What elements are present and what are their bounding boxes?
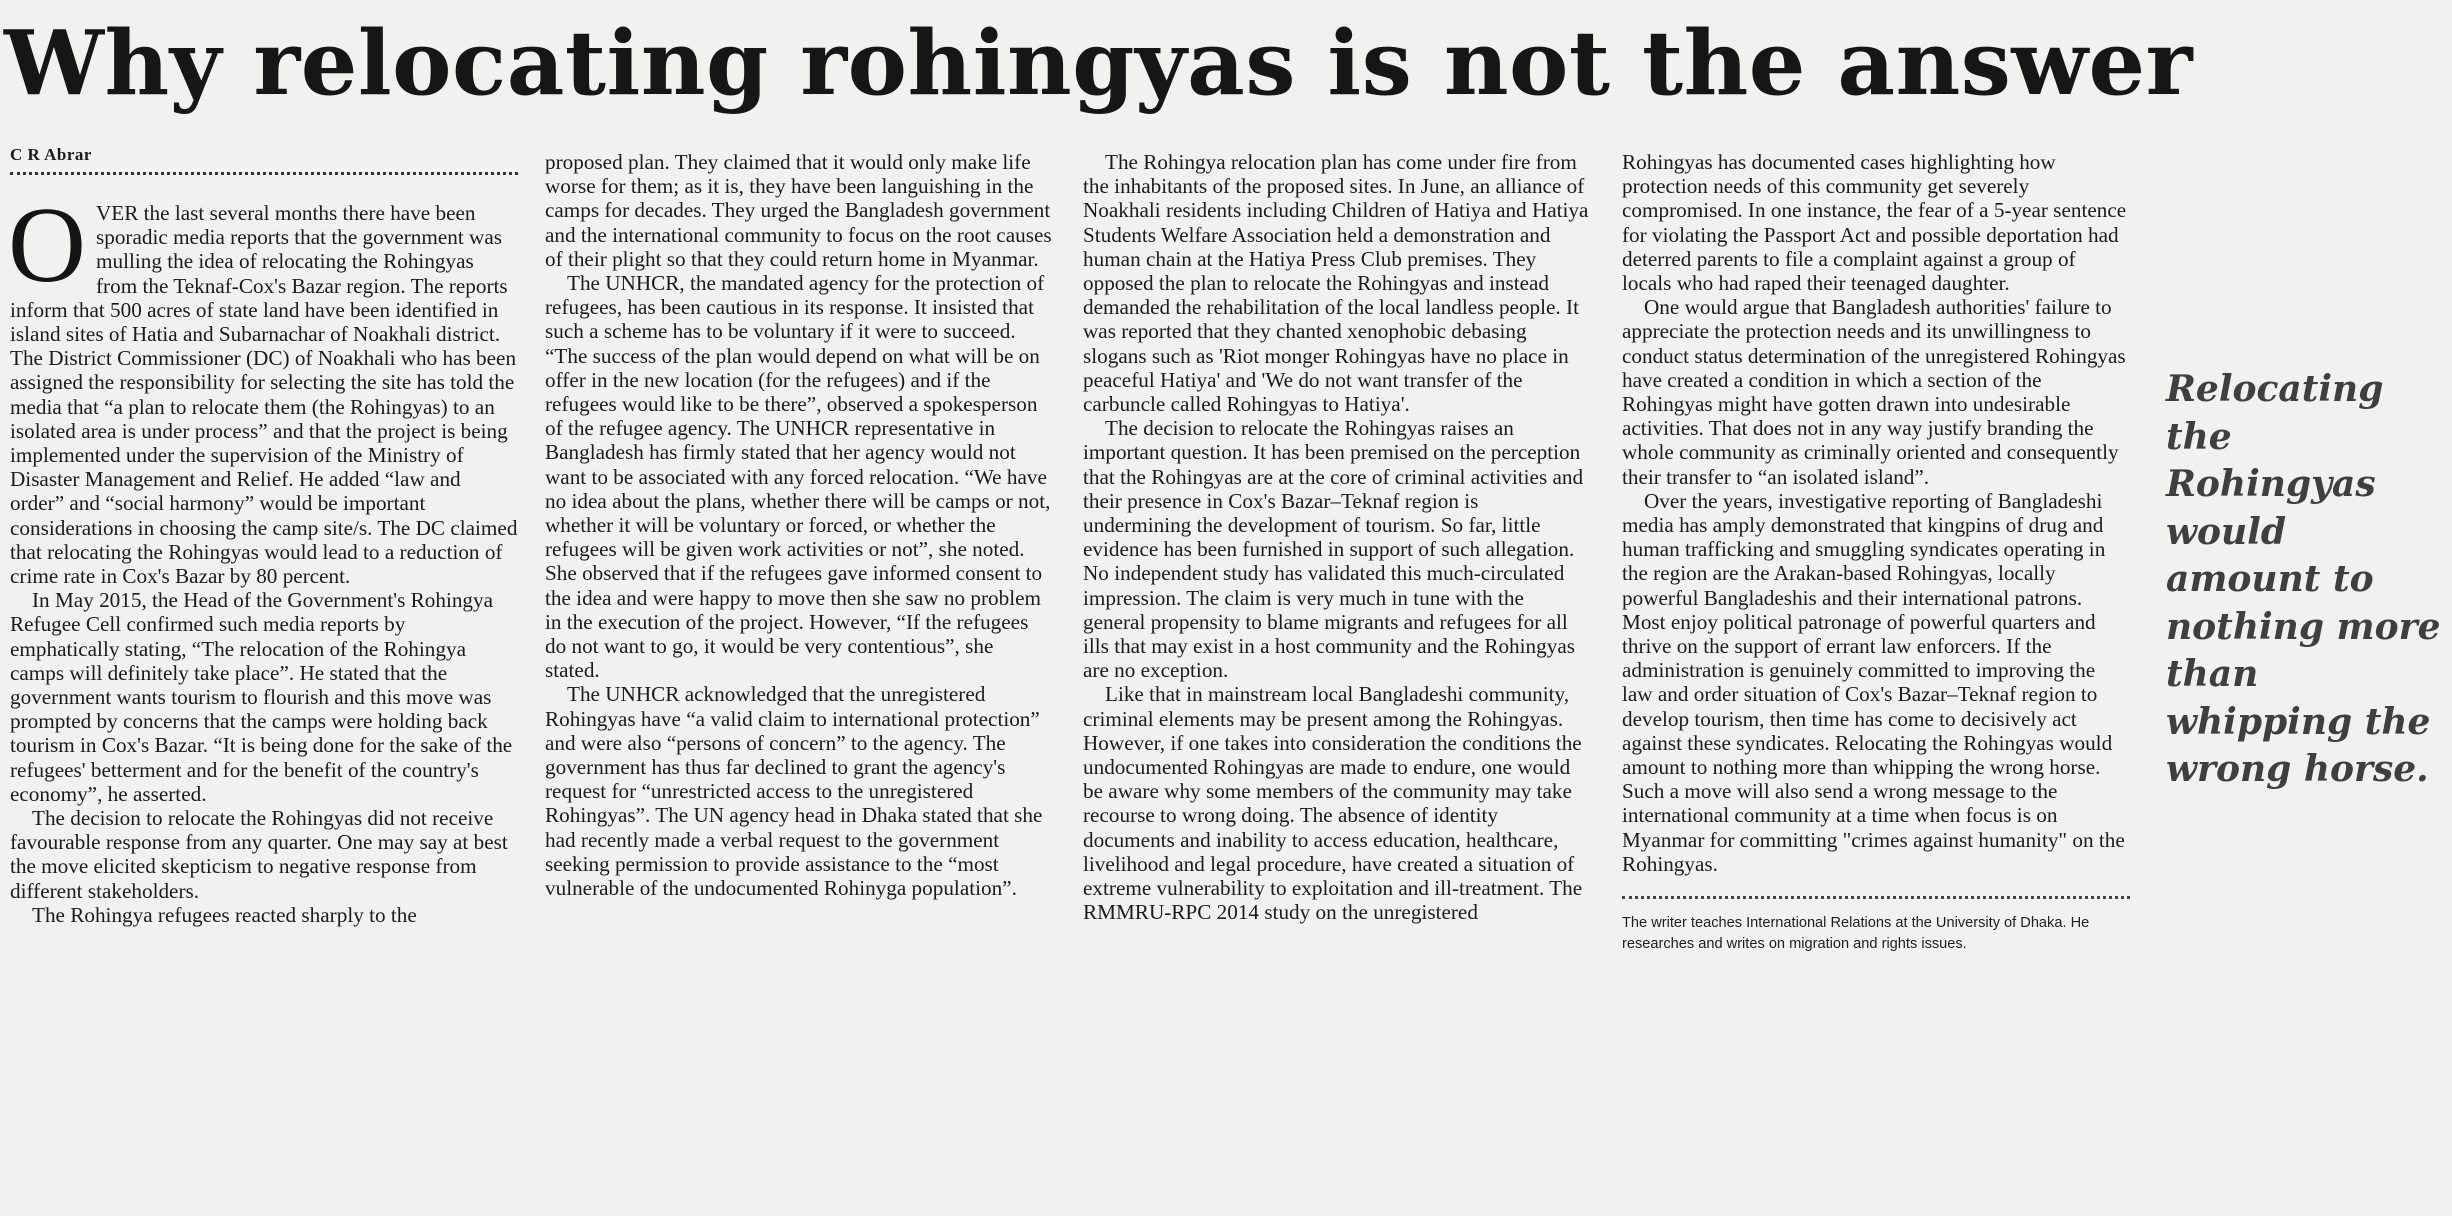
bio-divider [1622,896,2130,899]
article-column-3 [1083,150,1591,925]
paragraph-4-continued: proposed plan. They claimed that it would only make life worse for them; as it is, they have been languishing in the camps for decades. They urged the Bangladesh government and the international community to focus on the root causes of their plight so that they could return home in Myanmar. [545,150,1052,271]
headline: Why relocating rohingyas is not the answer [4,10,2194,115]
paragraph-7: The Rohingya relocation plan has come under fire from the inhabitants of the proposed sites. In June, an alliance of Noakhali residents including Children of Hatiya and Hatiya Students Welfare Association held a demonstration and human chain at the Hatiya Press Club premises. They opposed the plan to relocate the Rohingyas and instead demanded the rehabilitation of the local landless people. It was reported that they chanted xenophobic debasing slogans such as 'Riot monger Rohingyas have no place in peaceful Hatiya' and 'We do not want transfer of the carbuncle called Rohingyas to Hatiya'. [1083,150,1589,417]
paragraph-2: In May 2015, the Head of the Government's Rohingya Refugee Cell confirmed such media reports by emphatically stating, “The relocation of the Rohingya camps will definitely take place”. He stated that the government wants tourism to flourish and this move was prompted by concerns that the camps were holding back tourism in Cox's Bazar. “It is being done for the sake of the refugees' betterment and for the benefit of the country's economy”, he asserted. [10,588,513,806]
paragraph-4: The Rohingya refugees reacted sharply to the [32,902,417,927]
paragraph-1-text: VER the last several months there have been sporadic media reports that the government was mulling the idea of relocating the Rohingyas from the Teknaf-Cox's Bazar region. The reports inform that 500 acres of state land have been identified in island sites of Hatia and Subarnachar of Noakhali district. The District Commissioner (DC) of Noakhali who has been assigned the responsibility for selecting the site has told the media that “a plan to relocate them (the Rohingyas) to an isolated area is under process” and that the project is being implemented under the supervision of the Ministry of Disaster Management and Relief. He added “law and order” and “social harmony” would be important considerations in choosing the camp site/s. The DC claimed that relocating the Rohingyas would lead to a reduction of crime rate in Cox's Bazar by 80 percent. [10,201,518,589]
paragraph-10: One would argue that Bangladesh authorities' failure to appreciate the protection needs and its unwillingness to conduct status determination of the unregistered Rohingyas have created a condition in which a section of the Rohingyas might have gotten drawn into undesirable activities. That does not in any way justify branding the whole community as criminally oriented and consequently their transfer to “an isolated island”. [1622,295,2126,489]
byline-divider [10,172,518,175]
drop-cap: O [8,186,86,305]
article-column-1 [10,144,518,927]
paragraph-5: The UNHCR, the mandated agency for the protection of refugees, has been cautious in its response. It insisted that such a scheme has to be voluntary if it were to succeed. “The success of the plan would depend on what will be on offer in the new location (for the refugees) and if the refugees would like to be there”, observed a spokesperson of the refugee agency. The UNHCR representative in Bangladesh has firmly stated that her agency would not want to be associated with any forced relocation. “We have no idea about the plans, whether there will be camps or not, whether it will be voluntary or forced, or whether the refugees will be given work activities or not”, she noted. She observed that if the refugees gave informed consent to the idea and were happy to move then she saw no problem in the execution of the project. However, “If the refugees do not want to go, it would be very contentious”, she stated. [545,271,1051,683]
article-column-4 [1622,150,2130,955]
paragraph-3: The decision to relocate the Rohingyas did not receive favourable response from any quarter. One may say at best the move elicited skepticism to negative response from different stakeholders. [10,806,508,903]
author-bio: The writer teaches International Relations at the University of Dhaka. He researches and writes on migration and rights issues. [1622,915,2090,953]
paragraph-6: The UNHCR acknowledged that the unregistered Rohingyas have “a valid claim to international protection” and were also “persons of concern” to the agency. The government has thus far declined to grant the agency's request for “unrestricted access to the unregistered Rohingyas”. The UN agency head in Dhaka stated that she had recently made a verbal request to the government seeking permission to provide assistance to the “most vulnerable of the undocumented Rohinyga population”. [545,682,1043,901]
byline: C R Abrar [10,145,92,164]
article-column-2 [545,150,1053,900]
paragraph-9: Like that in mainstream local Bangladeshi community, criminal elements may be present among the Rohingyas. However, if one takes into consideration the conditions the undocumented Rohingyas are made to endure, one would be aware why some members of the community may take recourse to wrong doing. The absence of identity documents and inability to access education, healthcare, livelihood and legal procedure, have created a situation of extreme vulnerability to exploitation and ill-treatment. The RMMRU-RPC 2014 study on the unregistered [1083,682,1583,925]
paragraph-9-continued: Rohingyas has documented cases highlighting how protection needs of this community get severely compromised. In one instance, the fear of a 5-year sentence for violating the Passport Act and possible deportation had deterred parents to file a complaint against a group of locals who had raped their teenaged daughter. [1622,150,2127,296]
pull-quote: Relocating the Rohingyas would amount to nothing more than whipping the wrong horse. [2166,368,2441,790]
paragraph-11: Over the years, investigative reporting of Bangladeshi media has amply demonstrated that kingpins of drug and human trafficking and smuggling syndicates operating in the region are the Arakan-based Rohingyas, locally powerful Bangladeshis and their international patrons. Most enjoy political patronage of powerful quarters and thrive on the support of errant law enforcers. If the administration is genuinely committed to improving the law and order situation of Cox's Bazar–Teknaf region to develop tourism, then time has come to decisively act against these syndicates. Relocating the Rohingyas would amount to nothing more than whipping the wrong horse. Such a move will also send a wrong message to the international community at a time when focus is on Myanmar for committing "crimes against humanity" on the Rohingyas. [1622,488,2125,876]
paragraph-1 [8,186,518,589]
paragraph-8: The decision to relocate the Rohingyas raises an important question. It has been premised on the perception that the Rohingyas are at the core of criminal activities and their presence in Cox's Bazar–Teknaf region is undermining the development of tourism. So far, little evidence has been furnished in support of such allegation. No independent study has validated this much-circulated impression. The claim is very much in tune with the general propensity to blame migrants and refugees for all ills that may exist in a host community and the Rohingyas are no exception. [1083,416,1584,683]
